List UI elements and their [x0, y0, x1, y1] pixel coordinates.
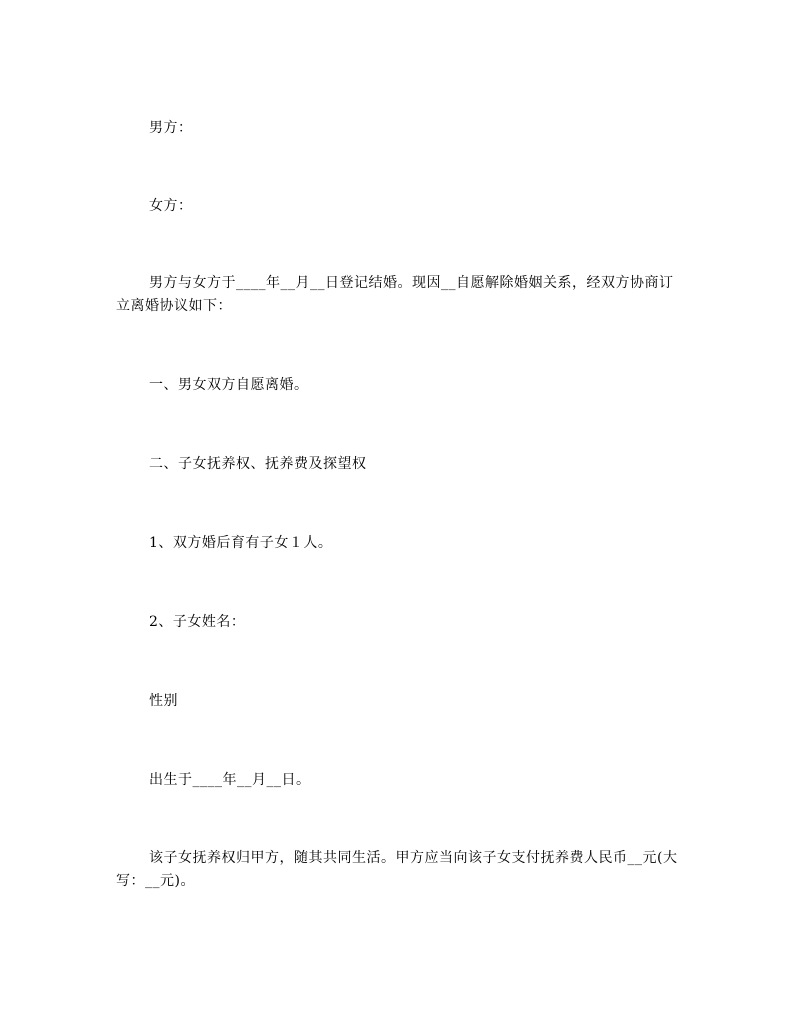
child-birthdate-item: 出生于____年__月__日。 — [149, 772, 311, 788]
male-party-label: 男方： — [149, 120, 193, 136]
child-gender-item: 性别 — [149, 693, 178, 709]
clause-two-heading: 二、子女抚养权、抚养费及探望权 — [149, 456, 367, 472]
custody-support-paragraph: 该子女抚养权归甲方，随其共同生活。甲方应当向该子女支付抚养费人民币__元(大写：__元)。 — [116, 850, 678, 889]
clause-one-heading: 一、男女双方自愿离婚。 — [149, 377, 309, 393]
marriage-registration-paragraph: 男方与女方于____年__月__日登记结婚。现因__自愿解除婚姻关系，经双方协商订立离婚协议如下： — [116, 275, 674, 314]
female-party-label: 女方： — [149, 198, 193, 214]
child-name-item: 2、子女姓名： — [149, 614, 246, 630]
children-count-item: 1、双方婚后育有子女１人。 — [149, 535, 333, 551]
